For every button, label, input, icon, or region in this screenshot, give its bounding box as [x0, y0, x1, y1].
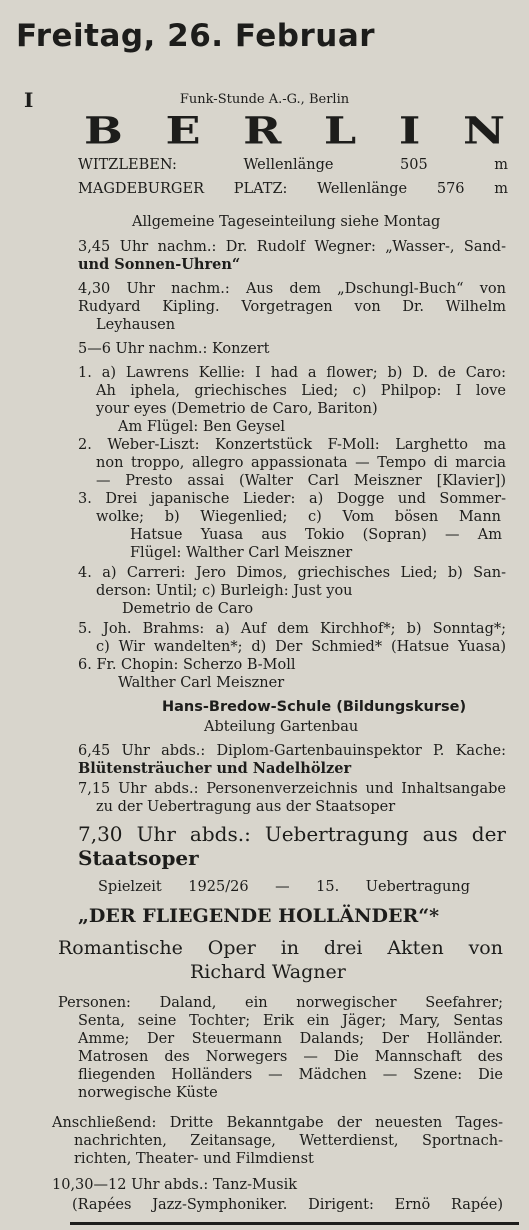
program-line: Richard Wagner [190, 961, 346, 983]
program-line: WITZLEBEN: Wellenlänge 505 m [78, 157, 508, 173]
program-line: 5—6 Uhr nachm.: Konzert [78, 341, 270, 357]
program-line: 3. Drei japanische Lieder: a) Dogge und Sommer- [78, 491, 506, 507]
program-line: und Sonnen-Uhren“ [78, 256, 241, 273]
program-line: 7,15 Uhr abds.: Personenverzeichnis und Inhaltsangabe [78, 781, 506, 797]
program-line: Senta, seine Tochter; Erik ein Jäger; Mary, Sentas [78, 1013, 503, 1029]
program-line: Amme; Der Steuermann Dalands; Der Holländer. [78, 1031, 503, 1047]
program-line: zu der Uebertragung aus der Staatsoper [96, 799, 396, 815]
program-line: 6. Fr. Chopin: Scherzo B-Moll [78, 657, 296, 673]
program-line: Ah iphela, griechisches Lied; c) Philpop: I love [96, 383, 506, 399]
program-line: Hans-Bredow-Schule (Bildungskurse) [162, 699, 467, 715]
program-line: MAGDEBURGER PLATZ: Wellenlänge 576 m [78, 181, 508, 197]
station-name: Funk-Stunde A.-G., Berlin [179, 92, 350, 107]
program-line: Personen: Daland, ein norwegischer Seefahrer; [58, 995, 503, 1011]
city-letter: E [165, 108, 201, 153]
program-line: Leyhausen [96, 317, 176, 333]
program-line: Walther Carl Meiszner [118, 675, 285, 691]
program-line: Am Flügel: Ben Geysel [118, 419, 286, 435]
program-line: Spielzeit 1925/26 — 15. Uebertragung [98, 879, 470, 895]
program-line: fliegenden Holländers — Mädchen — Szene: Die [78, 1067, 503, 1083]
program-line: Anschließend: Dritte Bekanntgabe der neuesten Tages- [52, 1115, 503, 1131]
program-line: nachrichten, Zeitansage, Wetterdienst, Sportnach- [74, 1133, 503, 1149]
program-line: 7,30 Uhr abds.: Uebertragung aus der [78, 822, 506, 846]
program-line: c) Wir wandelten*; d) Der Schmied* (Hatsue Yuasa) [96, 639, 506, 655]
city-letter: I [398, 108, 421, 153]
program-line: „DER FLIEGENDE HOLLÄNDER“* [78, 905, 440, 927]
program-line: richten, Theater- und Filmdienst [74, 1151, 314, 1167]
city-letter: R [243, 108, 282, 153]
program-line: 2. Weber-Liszt: Konzertstück F-Moll: Larghetto ma [78, 437, 506, 453]
date-heading: Freitag, 26. Februar [16, 18, 376, 54]
program-line: 5. Joh. Brahms: a) Auf dem Kirchhof*; b) Sonntag*; [78, 621, 506, 637]
city-letter: B [84, 108, 123, 153]
program-line: 4,30 Uhr nachm.: Aus dem „Dschungl-Buch“ von [78, 281, 506, 297]
program-line: non troppo, allegro appassionata — Tempo di marcia [96, 455, 506, 471]
program-line: Flügel: Walther Carl Meiszner [130, 545, 353, 561]
program-line: Romantische Oper in drei Akten von [58, 937, 503, 959]
city-letter: N [462, 108, 505, 153]
program-line: your eyes (Demetrio de Caro, Bariton) [96, 401, 378, 417]
program-line: 3,45 Uhr nachm.: Dr. Rudolf Wegner: „Wasser-, Sand- [78, 239, 506, 255]
program-line: Allgemeine Tageseinteilung siehe Montag [132, 214, 441, 230]
bottom-rule [70, 1222, 519, 1225]
program-line: Demetrio de Caro [122, 601, 254, 617]
program-line: Staatsoper [78, 846, 199, 870]
program-line: norwegische Küste [78, 1085, 218, 1101]
program-line: — Presto assai (Walter Carl Meiszner [Klavier]) [96, 473, 506, 489]
program-line: wolke; b) Wiegenlied; c) Vom bösen Mann [96, 509, 501, 525]
program-line: (Rapées Jazz-Symphoniker. Dirigent: Ernö Rapée) [72, 1197, 503, 1213]
program-line: Abteilung Gartenbau [204, 719, 359, 735]
program-line: 6,45 Uhr abds.: Diplom-Gartenbauinspektor P. Kache: [78, 743, 506, 759]
program-line: 1. a) Lawrens Kellie: I had a flower; b) D. de Caro: [78, 365, 506, 381]
program-line: 10,30—12 Uhr abds.: Tanz-Musik [52, 1177, 298, 1193]
program-line: derson: Until; c) Burleigh: Just you [96, 583, 353, 599]
program-number: I [24, 88, 34, 112]
program-line: Blütensträucher und Nadelhölzer [78, 760, 352, 777]
program-line: Matrosen des Norwegers — Die Mannschaft des [78, 1049, 503, 1065]
program-line: Rudyard Kipling. Vorgetragen von Dr. Wilhelm [78, 299, 506, 315]
city-title [84, 108, 505, 152]
program-line: Hatsue Yuasa aus Tokio (Sopran) — Am [130, 527, 502, 543]
city-letter: L [323, 108, 357, 153]
program-line: 4. a) Carreri: Jero Dimos, griechisches Lied; b) San- [78, 565, 506, 581]
